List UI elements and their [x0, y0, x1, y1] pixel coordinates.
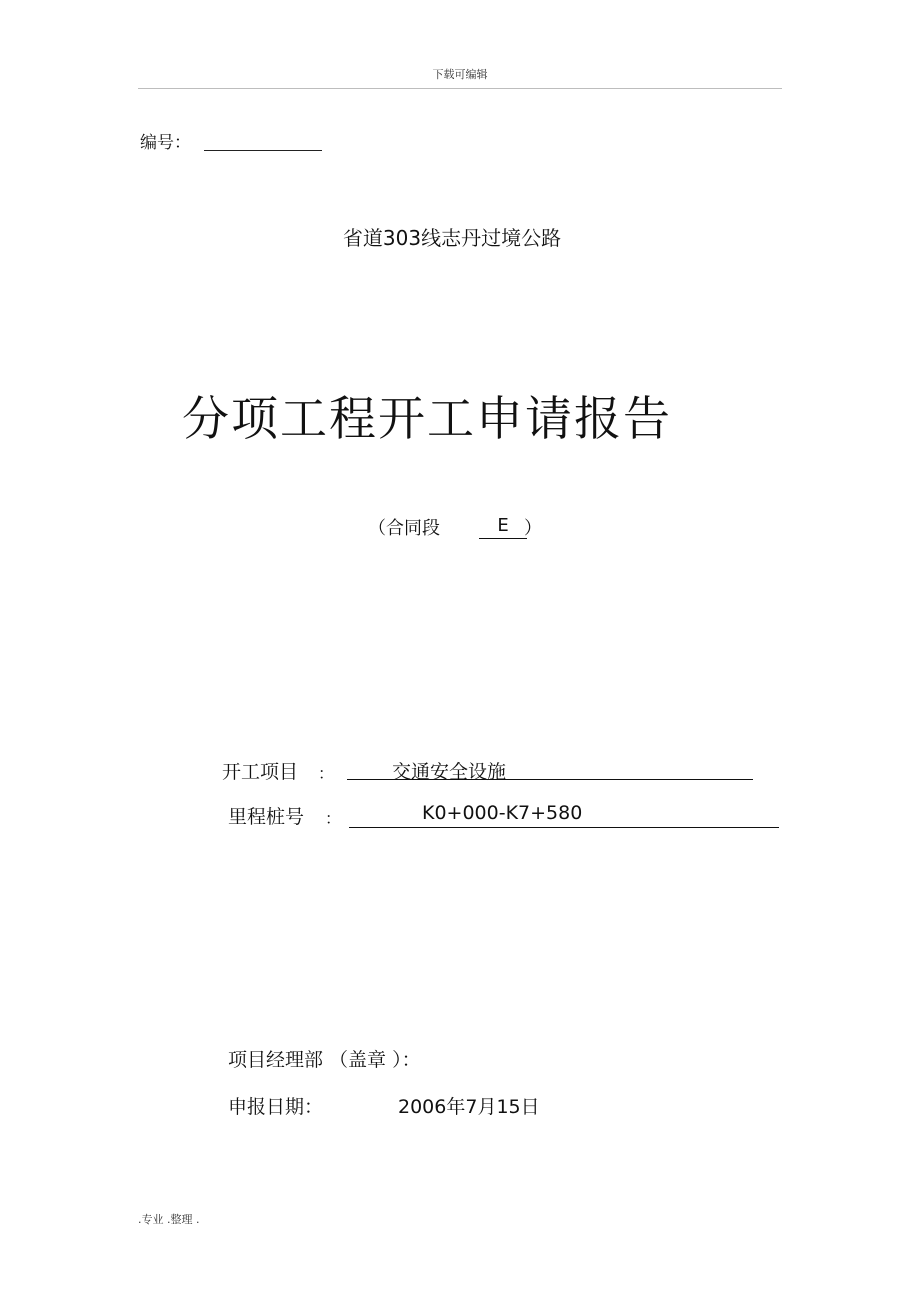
document-number-blank-line	[204, 150, 322, 151]
report-date-label: 申报日期：	[228, 1096, 324, 1118]
chainage-label: 里程桩号	[228, 806, 305, 828]
road-name: 省道303线志丹过境公路	[342, 226, 562, 250]
report-date-value: 2006年7月15日	[398, 1096, 540, 1118]
document-title: 分项工程开工申请报告	[182, 392, 672, 447]
chainage-underline	[349, 827, 779, 828]
start-project-colon: ：	[318, 764, 335, 783]
start-project-underline	[347, 779, 753, 780]
page-header-text: 下载可编辑	[432, 68, 488, 81]
contract-section-label: （合同段	[368, 518, 440, 539]
contract-section-value: E	[479, 514, 527, 539]
page-footer-text: .专业 .整理 .	[138, 1213, 200, 1226]
project-department-seal-label: 项目经理部 （盖章 ）：	[228, 1049, 421, 1071]
header-divider	[138, 88, 782, 89]
chainage-value: K0+000-K7+580	[422, 802, 583, 824]
start-project-value: 交通安全设施	[392, 761, 507, 783]
contract-section-close: ）	[524, 518, 542, 539]
chainage-colon: ：	[325, 809, 342, 828]
document-number-label: 编号：	[140, 133, 191, 153]
start-project-label: 开工项目	[222, 761, 299, 783]
